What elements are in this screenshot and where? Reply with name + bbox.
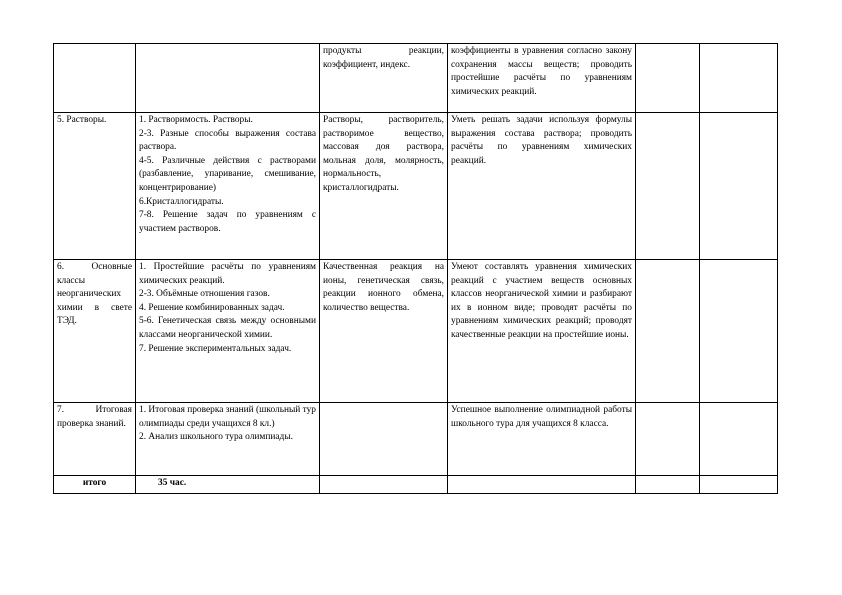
total-label: итого (54, 476, 136, 494)
content-item: 2-3. Объёмные отношения газов. (139, 289, 270, 300)
curriculum-table (53, 43, 778, 494)
empty-cell (636, 403, 700, 476)
empty-cell (636, 44, 700, 113)
content-item: 7-8. Решение задач по уравнениям с участием растворов. (139, 210, 316, 234)
empty-cell (636, 476, 700, 494)
section-cell: 5. Растворы. (54, 113, 136, 260)
empty-cell (700, 44, 778, 113)
content-item: 6.Кристаллогидраты. (139, 196, 224, 207)
section-cell: 6. Основные классы неорганических химии в свете ТЭД. (54, 260, 136, 403)
table-row (54, 260, 778, 403)
empty-cell (700, 476, 778, 494)
empty-cell (700, 403, 778, 476)
total-row (54, 476, 778, 494)
empty-cell (700, 113, 778, 260)
content-item: 7. Решение экспериментальных задач. (139, 343, 292, 354)
empty-cell (636, 113, 700, 260)
empty-cell (700, 260, 778, 403)
content-cell (136, 260, 320, 403)
section-cell: 7. Итоговая проверка знаний. (54, 403, 136, 476)
content-item: 1. Итоговая проверка знаний (школьный тур олимпиады среди учащихся 8 кл.) (139, 405, 316, 429)
skills-cell: коэффициенты в уравнения согласно закону сохранения массы веществ; проводить простейшие расчёты по уравнениям химических реакций. (448, 44, 636, 113)
empty-cell (320, 476, 448, 494)
table-row (54, 113, 778, 260)
empty-cell (636, 260, 700, 403)
table-row (54, 403, 778, 476)
content-cell (136, 44, 320, 113)
table-row (54, 44, 778, 113)
content-item: 5-6. Генетическая связь между основными классами неорганической химии. (139, 316, 316, 340)
content-item: 4-5. Различные действия с растворами (разбавление, упаривание, смешивание, концентрирование) (139, 155, 316, 193)
skills-cell: Уметь решать задачи используя формулы выражения состава раствора; проводить расчёты по уравнениям химических реакций. (448, 113, 636, 260)
skills-cell: Успешное выполнение олимпиадной работы школьного тура для учащихся 8 класса. (448, 403, 636, 476)
concepts-cell (320, 403, 448, 476)
content-item: 1. Простейшие расчёты по уравнениям химических реакций. (139, 262, 316, 286)
empty-cell (448, 476, 636, 494)
total-hours: 35 час. (136, 476, 320, 494)
concepts-cell: продукты реакции, коэффициент, индекс. (320, 44, 448, 113)
concepts-cell: Растворы, растворитель, растворимое вещество, массовая доя раствора, мольная доля, молярность, нормальность, кристаллогидраты. (320, 113, 448, 260)
content-item: 2-3. Разные способы выражения состава раствора. (139, 128, 316, 153)
content-item: 2. Анализ школьного тура олимпиады. (139, 432, 293, 443)
content-cell (136, 403, 320, 476)
concepts-cell: Качественная реакция на ионы, генетическая связь, реакции ионного обмена, количество вещества. (320, 260, 448, 403)
content-item: 1. Растворимость. Растворы. (139, 115, 253, 125)
skills-cell: Умеют составлять уравнения химических реакций с участием веществ основных классов неорганической химии и разбирают их в ионном виде; проводят расчёты по уравнениям химических реакций; проводят качественные реакции на простейшие ионы. (448, 260, 636, 403)
content-item: 4. Решение комбинированных задач. (139, 302, 285, 313)
section-cell (54, 44, 136, 113)
content-cell (136, 113, 320, 260)
